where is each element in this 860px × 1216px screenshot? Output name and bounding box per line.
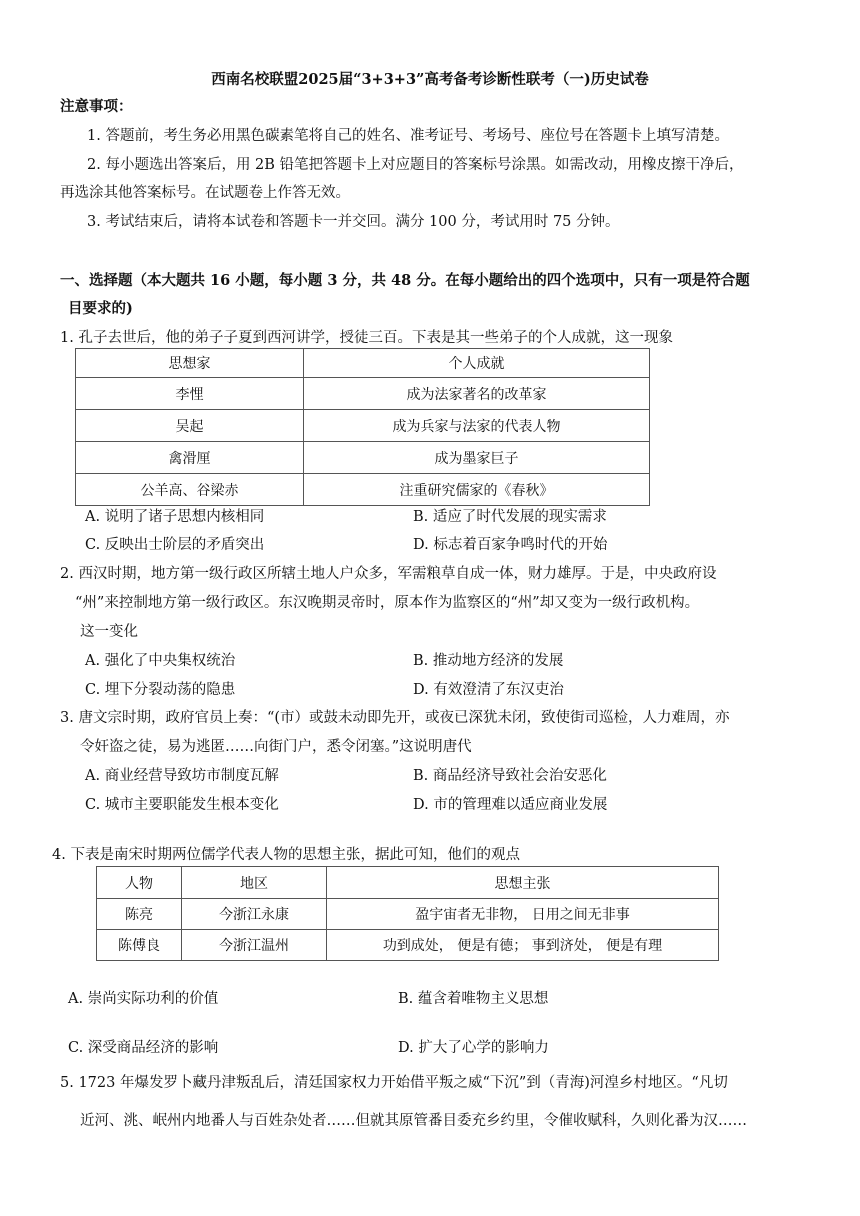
q1-option-b: B. 适应了时代发展的现实需求 [413, 509, 607, 525]
q2-option-d: D. 有效澄清了东汉吏治 [413, 682, 564, 698]
q1-option-d: D. 标志着百家争鸣时代的开始 [413, 537, 608, 553]
page-title: 西南名校联盟2025届“3+3+3”高考备考诊断性联考（一)历史试卷 [211, 71, 649, 88]
section-heading-cont: 目要求的) [68, 300, 133, 317]
notice-item-2-cont: 再选涂其他答案标号。在试题卷上作答无效。 [60, 185, 350, 201]
notice-item-3: 3. 考试结束后，请将本试卷和答题卡一并交回。满分 100 分，考试用时 75 分钟。 [87, 214, 620, 230]
q4-option-c: C. 深受商品经济的影响 [68, 1040, 219, 1056]
q5-stem-line2: 近河、洮、岷州内地番人与百姓杂处者……但就其原管番目委充乡约里，令催收赋科，久则化番为汉…… [80, 1113, 747, 1129]
table-cell: 陈亮 [97, 899, 182, 930]
table-cell: 今浙江温州 [182, 930, 327, 961]
q3-option-d: D. 市的管理难以适应商业发展 [413, 797, 608, 813]
section-heading: 一、选择题（本大题共 16 小题，每小题 3 分，共 48 分。在每小题给出的四个选项中，只有一项是符合题 [60, 272, 750, 289]
table-row [97, 899, 719, 930]
table-cell: 功到成处， 便是有德； 事到济处， 便是有理 [327, 930, 719, 961]
table-cell: 成为墨家巨子 [304, 442, 650, 474]
q1-stem: 1. 孔子去世后，他的弟子子夏到西河讲学，授徒三百。下表是其一些弟子的个人成就，这一现象 [60, 330, 673, 346]
table-cell: 成为兵家与法家的代表人物 [304, 410, 650, 442]
q2-option-b: B. 推动地方经济的发展 [413, 653, 564, 669]
q2-stem-line3: 这一变化 [80, 624, 138, 640]
table-row [76, 410, 650, 442]
q3-option-b: B. 商品经济导致社会治安恶化 [413, 768, 607, 784]
table-row [97, 930, 719, 961]
q4-option-d: D. 扩大了心学的影响力 [398, 1040, 549, 1056]
q1-option-a: A. 说明了诸子思想内核相同 [85, 509, 265, 525]
notice-heading: 注意事项： [60, 98, 133, 115]
q4-header-region: 地区 [182, 867, 327, 899]
q3-option-a: A. 商业经营导致坊市制度瓦解 [85, 768, 279, 784]
table-cell: 公羊高、谷梁赤 [76, 474, 304, 506]
q1-header-thinker: 思想家 [76, 349, 304, 378]
q5-stem-line1: 5. 1723 年爆发罗卜藏丹津叛乱后，清廷国家权力开始借平叛之威“下沉”到（青海)河湟乡村地区。“凡切 [60, 1075, 728, 1091]
q4-option-a: A. 崇尚实际功利的价值 [68, 991, 219, 1007]
notice-item-2: 2. 每小题选出答案后，用 2B 铅笔把答题卡上对应题目的答案标号涂黑。如需改动，用橡皮擦干净后， [87, 157, 744, 173]
q3-stem-line1: 3. 唐文宗时期，政府官员上奏：“(市）或鼓未动即先开，或夜已深犹未闭，致使街司巡检，人力难周，亦 [60, 710, 730, 726]
table-cell: 今浙江永康 [182, 899, 327, 930]
table-cell: 盈宇宙者无非物， 日用之间无非事 [327, 899, 719, 930]
q1-header-achievement: 个人成就 [304, 349, 650, 378]
table-cell: 陈傅良 [97, 930, 182, 961]
table-cell: 注重研究儒家的《春秋》 [304, 474, 650, 506]
q2-stem-line2: “州”来控制地方第一级行政区。东汉晚期灵帝时，原本作为监察区的“州”却又变为一级行政机构。 [75, 595, 700, 611]
q4-stem: 4. 下表是南宋时期两位儒学代表人物的思想主张，据此可知，他们的观点 [52, 847, 520, 863]
q4-header-person: 人物 [97, 867, 182, 899]
q4-header-ideas: 思想主张 [327, 867, 719, 899]
table-cell: 吴起 [76, 410, 304, 442]
table-row [76, 442, 650, 474]
q3-option-c: C. 城市主要职能发生根本变化 [85, 797, 279, 813]
q2-option-a: A. 强化了中央集权统治 [85, 653, 236, 669]
table-row [76, 349, 650, 378]
table-row [76, 378, 650, 410]
q1-table [75, 348, 650, 506]
table-row [97, 867, 719, 899]
notice-item-1: 1. 答题前，考生务必用黑色碳素笔将自己的姓名、准考证号、考场号、座位号在答题卡上填写清楚。 [87, 128, 729, 144]
q1-option-c: C. 反映出士阶层的矛盾突出 [85, 537, 265, 553]
q3-stem-line2: 令奸盗之徒，易为逃匿……向街门户，悉令闭塞。”这说明唐代 [80, 739, 472, 755]
q4-table [96, 866, 719, 961]
q2-option-c: C. 埋下分裂动荡的隐患 [85, 682, 236, 698]
table-cell: 禽滑厘 [76, 442, 304, 474]
q2-stem-line1: 2. 西汉时期，地方第一级行政区所辖土地人户众多，军需粮草自成一体，财力雄厚。于是，中央政府设 [60, 566, 717, 582]
table-row [76, 474, 650, 506]
q4-option-b: B. 蕴含着唯物主义思想 [398, 991, 549, 1007]
table-cell: 李悝 [76, 378, 304, 410]
table-cell: 成为法家著名的改革家 [304, 378, 650, 410]
